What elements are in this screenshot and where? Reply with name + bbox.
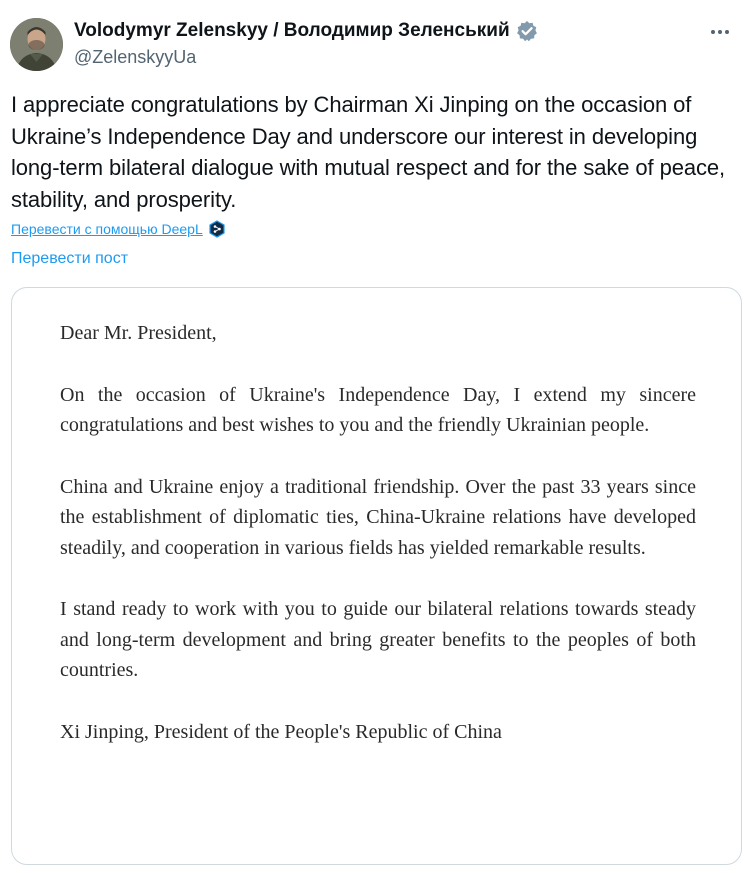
more-dots-icon [718,30,722,34]
letter-body [60,318,696,747]
translate-post-link[interactable]: Перевести пост [11,250,129,267]
letter-paragraph-1: On the occasion of Ukraine's Independence Day, I extend my sincere congratulations and best wishes to you and the friendly Ukrainian people. [60,383,696,436]
translate-deepl-link[interactable] [11,220,226,238]
author-name-text[interactable]: Volodymyr Zelenskyy / Володимир Зеленський [74,20,510,41]
more-dots-icon [711,30,715,34]
letter-paragraph-2: China and Ukraine enjoy a traditional friendship. Over the past 33 years since the establishment of diplomatic ties, China-Ukraine relations have developed steadily, and cooperation in various fields has yielded remarkable results. [60,475,696,559]
letter-greeting: Dear Mr. President, [60,322,217,344]
author-handle[interactable]: @ZelenskyyUa [74,47,197,67]
verified-badge-icon [516,20,538,42]
deepl-icon [208,220,226,238]
more-dots-icon [725,30,729,34]
avatar[interactable] [10,18,63,71]
letter-signature: Xi Jinping, President of the People's Republic of China [60,720,502,743]
more-options-button[interactable] [702,18,738,46]
letter-paragraph-3: I stand ready to work with you to guide our bilateral relations towards steady and long-term development and bring greater benefits to the peoples of both countries. [60,598,696,681]
tweet-text: I appreciate congratulations by Chairman Xi Jinping on the occasion of Ukraine’s Independence Day and underscore our interest in developing long-term bilateral dialogue with mutual respect and for the sake of peace, stability, and prosperity. [11,92,726,212]
avatar-photo-icon [10,18,63,71]
letter-image[interactable] [11,287,742,865]
translate-deepl-label[interactable]: Перевести с помощью DeepL [11,221,203,237]
author-name[interactable] [74,20,538,42]
